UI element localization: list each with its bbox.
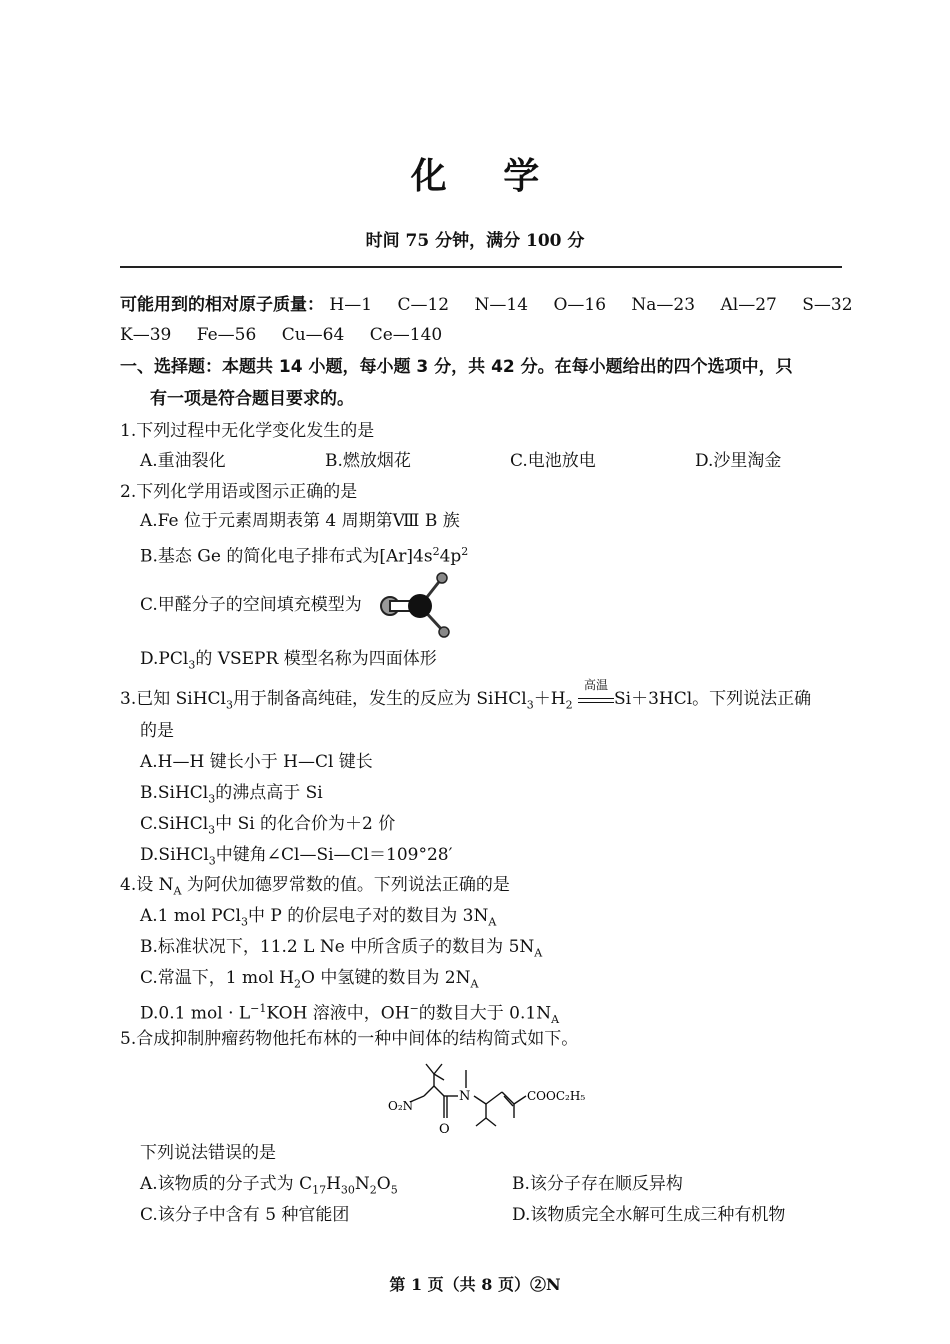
- q4-option-c: C.常温下，1 mol $H_2O$ 中氢键的数目为 $2N_A$: [140, 968, 479, 991]
- ester-group-label: COOC₂H₅: [527, 1089, 586, 1103]
- q2-option-b: B.基态 Ge 的简化电子排布式为$[Ar]4s^24p^2$: [140, 545, 469, 567]
- mass-item: S—32: [802, 295, 853, 315]
- q4-stem: 4.设 $N_A$ 为阿伏加德罗常数的值。下列说法正确的是: [120, 875, 510, 898]
- q4-option-b: B.标准状况下，11.2 L Ne 中所含质子的数目为 $5N_A$: [140, 937, 543, 960]
- q5-stem: 5.合成抑制肿瘤药物他托布林的一种中间体的结构简式如下。: [120, 1029, 579, 1049]
- nitro-group-label: O₂N: [388, 1099, 414, 1113]
- q2-option-a: A.Fe 位于元素周期表第 4 周期第Ⅷ B 族: [140, 511, 460, 531]
- q5-option-d: D.该物质完全水解可生成三种有机物: [512, 1205, 786, 1225]
- molecule-structure: [380, 1060, 620, 1140]
- header-rule: [120, 266, 842, 268]
- mass-item: Al—27: [720, 295, 777, 315]
- q3-option-a: A.H—H 键长小于 H—Cl 键长: [140, 752, 373, 772]
- section-heading-line1: 一、选择题：本题共 14 小题，每小题 3 分，共 42 分。在每小题给出的四个选项中，只: [120, 357, 793, 377]
- q5-option-c: C.该分子中含有 5 种官能团: [140, 1205, 350, 1225]
- atomic-masses-label: 可能用到的相对原子质量：: [120, 295, 324, 315]
- atomic-masses-row1: [120, 294, 873, 316]
- atomic-masses-row2: [120, 324, 462, 346]
- mass-item: Ce—140: [369, 325, 443, 345]
- section-heading-line2: 有一项是符合题目要求的。: [150, 389, 354, 409]
- mass-item: Cu—64: [281, 325, 345, 345]
- exam-subtitle: 时间 75 分钟，满分 100 分: [365, 231, 585, 251]
- q4-option-d: D.0.1 mol · $L^{-1}KOH$ 溶液中，OH−的数目大于 $0.1N_A$: [140, 1002, 560, 1027]
- q2-option-d: D.PCl$_3$的 VSEPR 模型名称为四面体形: [140, 649, 437, 672]
- q1-option-c: C.电池放电: [510, 451, 596, 471]
- q1-option-b: B.燃放烟花: [325, 451, 411, 471]
- q1-stem: 1.下列过程中无化学变化发生的是: [120, 421, 375, 441]
- q1-option-d: D.沙里淘金: [695, 451, 782, 471]
- page-title: 化 学: [410, 156, 562, 197]
- carbonyl-oxygen-label: O: [439, 1122, 450, 1137]
- mass-item: Na—23: [631, 295, 696, 315]
- mass-item: O—16: [553, 295, 607, 315]
- reaction-condition: 高温: [583, 677, 608, 692]
- q3-stem-line2: 的是: [140, 721, 174, 741]
- q2-option-c: C.甲醛分子的空间填充模型为: [140, 595, 362, 615]
- q3-option-d: D.SiHCl$_3$中键角∠Cl—Si—Cl＝109°28′: [140, 845, 453, 868]
- q5-prompt: 下列说法错误的是: [140, 1143, 276, 1163]
- reaction-arrow: [578, 677, 614, 710]
- q4-option-a: A.1 mol PCl$_3$中 P 的价层电子对的数目为 $3N_A$: [140, 906, 497, 929]
- mass-item: Fe—56: [196, 325, 257, 345]
- q1-option-a: A.重油裂化: [140, 451, 226, 471]
- mass-item: N—14: [474, 295, 529, 315]
- q3-stem: 3.已知 SiHCl$_3$用于制备高纯硅，发生的反应为 $SiHCl_3+H_2$ 高温 Si＋3HCl。下列说法正确: [120, 688, 811, 716]
- q3-option-c: C.SiHCl$_3$中 Si 的化合价为＋2 价: [140, 814, 396, 837]
- nitrogen-label: N: [459, 1089, 471, 1104]
- q5-option-b: B.该分子存在顺反异构: [512, 1174, 683, 1194]
- q3-option-b: B.SiHCl$_3$的沸点高于 Si: [140, 783, 323, 806]
- q2-stem: 2.下列化学用语或图示正确的是: [120, 482, 358, 502]
- formaldehyde-model-image: [372, 570, 482, 640]
- q5-option-a: A.该物质的分子式为 $C_{17}H_{30}N_2O_5$: [140, 1174, 398, 1197]
- mass-item: C—12: [397, 295, 450, 315]
- page-footer: 第 1 页（共 8 页）②N: [389, 1275, 561, 1294]
- mass-item: H—1: [329, 295, 373, 315]
- mass-item: K—39: [120, 325, 172, 345]
